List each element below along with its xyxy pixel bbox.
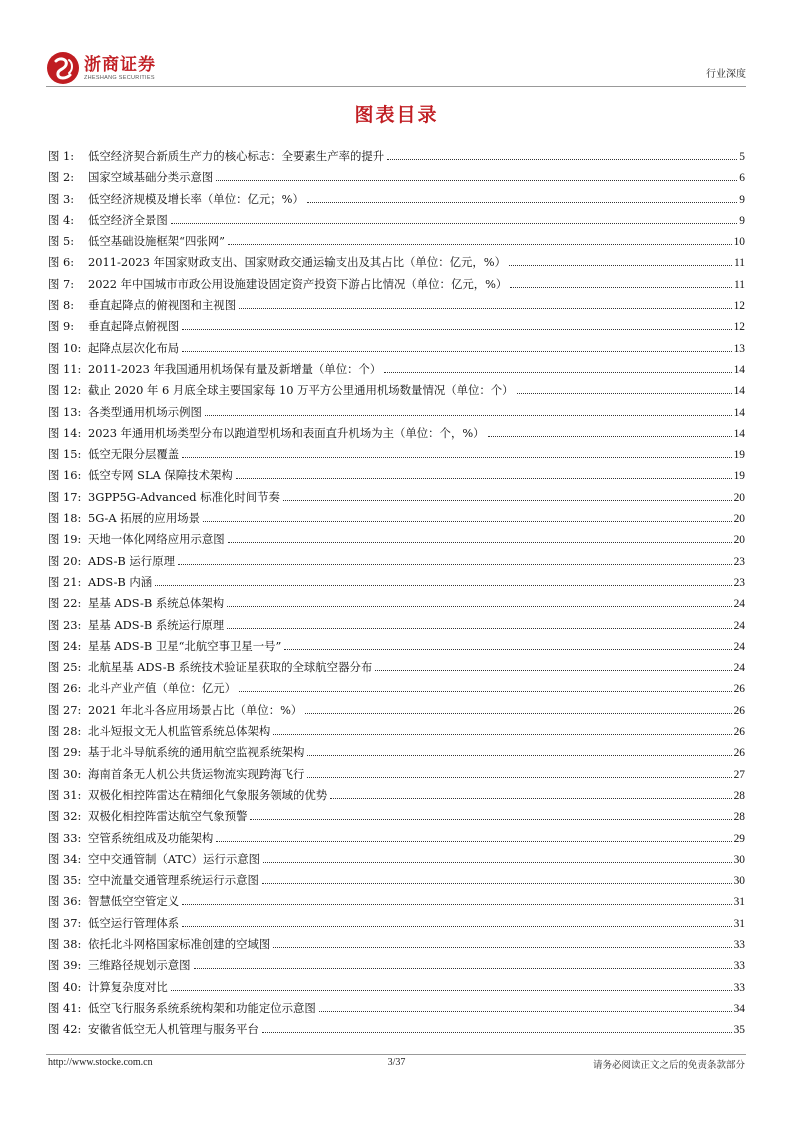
toc-entry-page: 13 — [733, 342, 745, 355]
toc-dot-leader — [239, 308, 732, 309]
company-logo — [46, 48, 156, 88]
toc-dot-leader — [203, 521, 732, 522]
section-label: 行业深度 — [706, 69, 746, 80]
toc-entry-number: 图 6: — [48, 255, 75, 270]
toc-entry-number: 图 40: — [48, 979, 82, 994]
toc-entry-number: 图 12: — [48, 383, 82, 398]
toc-entry-title: 星基 ADS-B 系统运行原理 — [88, 617, 225, 632]
toc-entry-number: 图 19: — [48, 532, 82, 547]
toc-dot-leader — [250, 819, 731, 820]
toc-entry[interactable] — [48, 913, 745, 934]
toc-entry-number: 图 27: — [48, 702, 82, 717]
toc-entry-number: 图 5: — [48, 234, 75, 249]
toc-entry[interactable] — [48, 678, 745, 699]
toc-entry-page: 26 — [733, 747, 745, 760]
toc-entry-title: 星基 ADS-B 卫星“北航空事卫星一号” — [88, 638, 282, 653]
toc-entry-title: 星基 ADS-B 系统总体架构 — [88, 596, 225, 611]
toc-entry-number: 图 3: — [48, 191, 75, 206]
toc-entry-number: 图 25: — [48, 660, 82, 675]
toc-entry[interactable] — [48, 998, 745, 1019]
toc-entry[interactable] — [48, 657, 745, 678]
toc-entry-title: 低空飞行服务系统系统构架和功能定位示意图 — [88, 1000, 316, 1015]
toc-dot-leader — [182, 457, 731, 458]
toc-dot-leader — [182, 926, 731, 927]
toc-entry[interactable] — [48, 146, 745, 167]
toc-dot-leader — [510, 287, 732, 288]
toc-dot-leader — [216, 841, 731, 842]
toc-entry[interactable] — [48, 189, 745, 210]
toc-dot-leader — [194, 968, 732, 969]
toc-entry[interactable] — [48, 465, 745, 486]
toc-entry-title: 智慧低空空管定义 — [88, 894, 180, 909]
toc-entry-title: 空中交通管制（ATC）运行示意图 — [88, 851, 260, 866]
toc-entry-title: 北斗产业产值（单位：亿元） — [88, 681, 237, 696]
toc-entry[interactable] — [48, 806, 745, 827]
toc-entry-page: 11 — [734, 278, 745, 291]
toc-dot-leader — [239, 691, 732, 692]
toc-entry-page: 26 — [733, 704, 745, 717]
toc-entry-number: 图 28: — [48, 724, 82, 739]
toc-entry-title: 2022 年中国城市市政公用设施建设固定资产投资下游占比情况（单位：亿元，%） — [88, 276, 508, 291]
toc-entry-number: 图 35: — [48, 873, 82, 888]
toc-entry[interactable] — [48, 274, 745, 295]
toc-entry-title: 海南首条无人机公共货运物流实现跨海飞行 — [88, 766, 305, 781]
footer-website-link[interactable]: http://www.stocke.com.cn — [48, 1057, 153, 1068]
toc-entry-page: 19 — [733, 470, 745, 483]
toc-entry-page: 5 — [739, 151, 745, 163]
toc-dot-leader — [171, 990, 732, 991]
toc-dot-leader — [155, 585, 731, 586]
toc-entry-number: 图 8: — [48, 298, 75, 313]
toc-entry-title: 北航星基 ADS-B 系统技术验证星获取的全球航空器分布 — [88, 660, 373, 675]
toc-entry[interactable] — [48, 870, 745, 891]
toc-entry-title: 2011-2023 年我国通用机场保有量及新增量（单位：个） — [88, 361, 382, 376]
toc-entry-title: ADS-B 运行原理 — [88, 553, 175, 568]
toc-entry-number: 图 13: — [48, 404, 82, 419]
toc-entry-page: 24 — [733, 598, 745, 611]
toc-entry[interactable] — [48, 551, 745, 572]
toc-entry-number: 图 33: — [48, 830, 82, 845]
toc-dot-leader — [307, 777, 731, 778]
toc-entry-number: 图 14: — [48, 425, 82, 440]
toc-dot-leader — [178, 564, 732, 565]
toc-entry[interactable] — [48, 295, 745, 316]
toc-entry-number: 图 31: — [48, 787, 82, 802]
toc-entry-page: 23 — [733, 555, 745, 568]
toc-entry-title: 2021 年北斗各应用场景占比（单位：%） — [88, 702, 303, 717]
toc-entry-page: 9 — [739, 193, 745, 206]
toc-entry-page: 24 — [733, 640, 745, 653]
toc-entry-page: 19 — [733, 449, 745, 462]
toc-entry-page: 31 — [733, 896, 745, 909]
toc-entry-title: 空管系统组成及功能架构 — [88, 830, 214, 845]
toc-entry-title: 天地一体化网络应用示意图 — [88, 532, 225, 547]
toc-entry-title: 国家空域基础分类示意图 — [88, 170, 214, 185]
toc-entry-number: 图 17: — [48, 489, 82, 504]
toc-dot-leader — [227, 606, 731, 607]
toc-dot-leader — [216, 180, 737, 181]
toc-entry-page: 14 — [733, 427, 745, 440]
footer-divider — [46, 1054, 746, 1055]
toc-dot-leader — [205, 415, 732, 416]
toc-entry-title: 计算复杂度对比 — [88, 979, 168, 994]
toc-entry-number: 图 42: — [48, 1022, 82, 1037]
toc-entry[interactable] — [48, 529, 745, 550]
toc-entry-page: 23 — [733, 576, 745, 589]
toc-entry[interactable] — [48, 891, 745, 912]
toc-entry-title: 北斗短报文无人机监管系统总体架构 — [88, 724, 271, 739]
toc-dot-leader — [171, 223, 738, 224]
toc-entry-number: 图 34: — [48, 851, 82, 866]
toc-entry-number: 图 23: — [48, 617, 82, 632]
toc-dot-leader — [182, 329, 731, 330]
logo-name-en: ZHESHANG SECURITIES — [84, 74, 155, 81]
toc-entry-page: 34 — [733, 1002, 745, 1015]
toc-entry[interactable] — [48, 721, 745, 742]
toc-entry-page: 9 — [739, 214, 745, 227]
toc-entry-page: 26 — [733, 726, 745, 739]
footer-page-number: 3/37 — [387, 1057, 406, 1068]
toc-entry[interactable] — [48, 700, 745, 721]
toc-entry[interactable] — [48, 508, 745, 529]
toc-entry-page: 14 — [733, 406, 745, 419]
toc-entry-page: 14 — [733, 385, 745, 398]
toc-entry-page: 27 — [733, 768, 745, 781]
toc-entry-number: 图 26: — [48, 681, 82, 696]
toc-entry[interactable] — [48, 572, 745, 593]
toc-entry[interactable] — [48, 402, 745, 423]
toc-dot-leader — [319, 1011, 732, 1012]
toc-dot-leader — [182, 904, 731, 905]
toc-entry-title: 低空基础设施框架“四张网” — [88, 234, 225, 249]
toc-entry-title: 各类型通用机场示例图 — [88, 404, 202, 419]
toc-dot-leader — [384, 372, 731, 373]
toc-entry-page: 24 — [733, 619, 745, 632]
toc-entry-page: 35 — [733, 1024, 745, 1037]
toc-dot-leader — [182, 351, 731, 352]
toc-entry-title: 依托北斗网格国家标准创建的空域图 — [88, 936, 271, 951]
toc-entry-page: 33 — [733, 960, 745, 973]
toc-entry-page: 20 — [733, 534, 745, 547]
toc-entry[interactable] — [48, 210, 745, 231]
toc-dot-leader — [228, 244, 732, 245]
toc-entry[interactable] — [48, 593, 745, 614]
toc-entry[interactable] — [48, 423, 745, 444]
toc-dot-leader — [262, 883, 732, 884]
toc-entry[interactable] — [48, 444, 745, 465]
toc-entry-page: 11 — [734, 257, 745, 270]
toc-entry-title: 基于北斗导航系统的通用航空监视系统架构 — [88, 745, 305, 760]
toc-entry-number: 图 37: — [48, 915, 82, 930]
toc-dot-leader — [236, 478, 732, 479]
toc-entry-title: 2011-2023 年国家财政支出、国家财政交通运输支出及其占比（单位：亿元，%） — [88, 255, 506, 270]
toc-entry-page: 10 — [733, 236, 745, 249]
toc-entry-title: 垂直起降点俯视图 — [88, 319, 180, 334]
toc-entry-title: 截止 2020 年 6 月底全球主要国家每 10 万平方公里通用机场数量情况（单位：个） — [88, 383, 514, 398]
toc-entry[interactable] — [48, 764, 745, 785]
toc-entry-title: 低空专网 SLA 保障技术架构 — [88, 468, 233, 483]
toc-entry-number: 图 4: — [48, 212, 75, 227]
toc-entry-number: 图 20: — [48, 553, 82, 568]
toc-entry-title: 低空经济契合新质生产力的核心标志：全要素生产率的提升 — [88, 149, 385, 163]
toc-entry-page: 12 — [733, 300, 745, 313]
toc-dot-leader — [284, 649, 731, 650]
toc-dot-leader — [305, 713, 731, 714]
toc-dot-leader — [262, 1032, 732, 1033]
toc-entry-page: 14 — [733, 363, 745, 376]
toc-dot-leader — [307, 755, 731, 756]
figure-list — [48, 146, 745, 1040]
toc-entry-number: 图 7: — [48, 276, 75, 291]
toc-entry-title: 低空运行管理体系 — [88, 915, 180, 930]
toc-dot-leader — [307, 202, 737, 203]
toc-entry-page: 24 — [733, 662, 745, 675]
toc-entry[interactable] — [48, 167, 745, 188]
toc-entry-number: 图 16: — [48, 468, 82, 483]
toc-entry-page: 26 — [733, 683, 745, 696]
toc-entry[interactable] — [48, 359, 745, 380]
toc-entry-page: 33 — [733, 938, 745, 951]
toc-entry-title: 3GPP5G-Advanced 标准化时间节奏 — [88, 489, 280, 504]
toc-entry[interactable] — [48, 252, 745, 273]
toc-entry-title: 安徽省低空无人机管理与服务平台 — [88, 1022, 259, 1037]
toc-entry[interactable] — [48, 849, 745, 870]
toc-entry-number: 图 38: — [48, 936, 82, 951]
toc-entry-number: 图 15: — [48, 447, 82, 462]
toc-entry-number: 图 39: — [48, 958, 82, 973]
toc-entry-number: 图 24: — [48, 638, 82, 653]
toc-entry-number: 图 41: — [48, 1000, 82, 1015]
logo-name-cn: 浙商证券 — [84, 54, 156, 75]
toc-entry-title: 三维路径规划示意图 — [88, 958, 191, 973]
toc-entry-page: 20 — [733, 491, 745, 504]
toc-entry[interactable] — [48, 636, 745, 657]
footer-disclaimer: 请务必阅读正文之后的免责条款部分 — [592, 1060, 745, 1071]
toc-entry-page: 28 — [733, 789, 745, 802]
toc-entry-title: ADS-B 内涵 — [88, 574, 153, 589]
toc-entry-page: 30 — [733, 875, 745, 888]
toc-entry-title: 低空经济规模及增长率（单位：亿元；%） — [88, 191, 304, 206]
toc-entry[interactable] — [48, 487, 745, 508]
toc-dot-leader — [509, 265, 732, 266]
page-header — [46, 48, 746, 88]
toc-entry[interactable] — [48, 380, 745, 401]
toc-entry-number: 图 11: — [48, 361, 82, 376]
toc-entry-number: 图 21: — [48, 574, 82, 589]
toc-dot-leader — [228, 542, 732, 543]
toc-dot-leader — [227, 628, 731, 629]
toc-entry-title: 双极化相控阵雷达航空气象预警 — [88, 809, 248, 824]
toc-entry[interactable] — [48, 316, 745, 337]
toc-entry-title: 空中流量交通管理系统运行示意图 — [88, 873, 259, 888]
toc-entry[interactable] — [48, 934, 745, 955]
toc-entry[interactable] — [48, 742, 745, 763]
toc-entry[interactable] — [48, 828, 745, 849]
toc-entry-number: 图 1: — [48, 149, 75, 163]
toc-dot-leader — [263, 862, 732, 863]
toc-entry-page: 33 — [733, 981, 745, 994]
toc-entry-title: 低空无限分层覆盖 — [88, 447, 180, 462]
toc-entry-page: 20 — [733, 513, 745, 526]
toc-entry-page: 31 — [733, 917, 745, 930]
toc-entry-title: 低空经济全景图 — [88, 212, 168, 227]
page-title: 图表目录 — [354, 104, 439, 126]
toc-dot-leader — [273, 947, 731, 948]
zheshang-logo-icon — [46, 51, 80, 85]
toc-entry-title: 5G-A 拓展的应用场景 — [88, 511, 200, 526]
toc-dot-leader — [488, 436, 732, 437]
toc-entry-number: 图 22: — [48, 596, 82, 611]
toc-entry-page: 29 — [733, 832, 745, 845]
toc-entry-number: 图 32: — [48, 809, 82, 824]
toc-dot-leader — [330, 798, 731, 799]
toc-entry-title: 垂直起降点的俯视图和主视图 — [88, 298, 237, 313]
toc-entry-page: 12 — [733, 321, 745, 334]
toc-dot-leader — [283, 500, 732, 501]
toc-entry-number: 图 2: — [48, 170, 75, 185]
toc-dot-leader — [273, 734, 731, 735]
toc-entry-number: 图 18: — [48, 511, 82, 526]
toc-entry-number: 图 29: — [48, 745, 82, 760]
toc-entry[interactable] — [48, 231, 745, 252]
toc-dot-leader — [517, 393, 732, 394]
toc-dot-leader — [387, 159, 737, 160]
toc-entry-title: 双极化相控阵雷达在精细化气象服务领域的优势 — [88, 787, 328, 802]
toc-entry[interactable] — [48, 615, 745, 636]
toc-entry[interactable] — [48, 1019, 745, 1040]
toc-entry-number: 图 36: — [48, 894, 82, 909]
toc-entry[interactable] — [48, 785, 745, 806]
toc-dot-leader — [375, 670, 731, 671]
toc-entry-number: 图 30: — [48, 766, 82, 781]
toc-entry[interactable] — [48, 955, 745, 976]
toc-entry-page: 30 — [733, 853, 745, 866]
toc-entry[interactable] — [48, 338, 745, 359]
toc-entry-number: 图 10: — [48, 340, 82, 355]
toc-entry-page: 6 — [739, 172, 745, 185]
toc-entry-number: 图 9: — [48, 319, 75, 334]
toc-entry-title: 2023 年通用机场类型分布以跑道型机场和表面直升机场为主（单位：个，%） — [88, 425, 485, 440]
toc-entry-page: 28 — [733, 811, 745, 824]
toc-entry-title: 起降点层次化布局 — [88, 340, 180, 355]
header-divider — [46, 86, 746, 87]
toc-entry[interactable] — [48, 977, 745, 998]
